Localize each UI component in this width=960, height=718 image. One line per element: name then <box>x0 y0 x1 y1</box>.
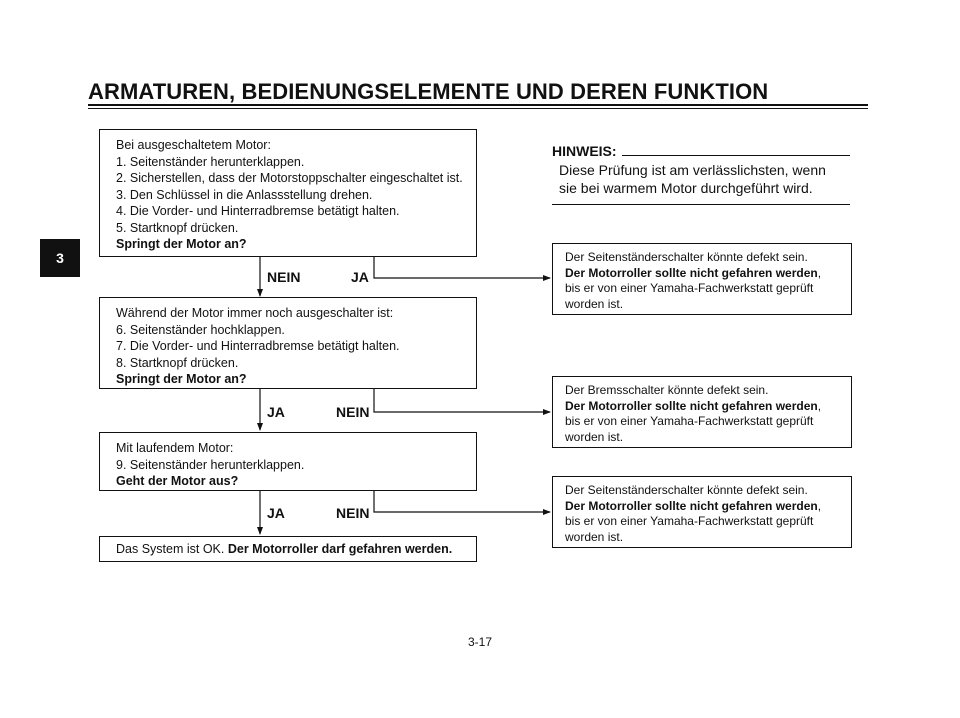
result2-line: worden ist. <box>565 429 624 444</box>
step1-question: Springt der Motor an? <box>116 237 247 251</box>
step2-line: 6. Seitenständer hochklappen. <box>116 322 285 337</box>
step2-line: Während der Motor immer noch ausgeschalter ist: <box>116 306 394 320</box>
step2-line: 8. Startknopf drücken. <box>116 355 239 370</box>
result3-line: worden ist. <box>565 529 624 544</box>
result3-line: bis er von einer Yamaha-Fachwerkstatt geprüft <box>565 514 814 528</box>
note-line: Diese Prüfung ist am verlässlichsten, wenn <box>559 162 826 178</box>
result2-line: Der Bremsschalter könnte defekt sein. <box>565 383 769 397</box>
note-body <box>559 161 826 197</box>
step3-down-label: JA <box>267 505 285 521</box>
final-text: Das System ist OK. <box>116 542 228 556</box>
result1-comma: , <box>817 265 822 280</box>
result1-line: bis er von einer Yamaha-Fachwerkstatt geprüft <box>565 281 814 295</box>
result3-line: Der Seitenständerschalter könnte defekt sein. <box>565 483 808 497</box>
result3-bold: Der Motorroller sollte nicht gefahren werden <box>565 498 818 513</box>
result1-box <box>552 243 852 315</box>
result2-comma: , <box>817 398 822 413</box>
step1-line: 4. Die Vorder- und Hinterradbremse betätigt halten. <box>116 204 400 218</box>
result3-comma: , <box>817 498 822 513</box>
step1-box <box>99 129 477 257</box>
step2-box <box>99 297 477 389</box>
result2-box <box>552 376 852 448</box>
step3-box <box>99 432 477 491</box>
arrow-right-1 <box>374 257 550 278</box>
arrow-right-3 <box>374 491 550 512</box>
result3-box <box>552 476 852 548</box>
step1-line: 2. Sicherstellen, dass der Motorstoppschalter eingeschaltet ist. <box>116 171 463 185</box>
step1-line: 3. Den Schlüssel in die Anlassstellung drehen. <box>116 187 373 202</box>
result2-line: bis er von einer Yamaha-Fachwerkstatt geprüft <box>565 414 814 428</box>
step2-line: 7. Die Vorder- und Hinterradbremse betätigt halten. <box>116 339 400 353</box>
step1-right-label: JA <box>351 269 369 285</box>
note-rule-top <box>622 155 850 156</box>
step3-line: Mit laufendem Motor: <box>116 441 234 455</box>
section-tab: 3 <box>40 239 80 277</box>
step1-line: Bei ausgeschaltetem Motor: <box>116 138 271 152</box>
result2-bold: Der Motorroller sollte nicht gefahren werden <box>565 398 818 413</box>
step1-line: 1. Seitenständer herunterklappen. <box>116 154 305 169</box>
note-heading: HINWEIS: <box>552 143 617 159</box>
step3-right-label: NEIN <box>336 505 370 521</box>
step2-question: Springt der Motor an? <box>116 372 247 386</box>
step1-down-label: NEIN <box>267 269 301 285</box>
step3-question: Geht der Motor aus? <box>116 474 239 488</box>
result1-bold: Der Motorroller sollte nicht gefahren werden <box>565 265 818 280</box>
page-number: 3-17 <box>467 635 493 649</box>
result1-line: worden ist. <box>565 296 624 311</box>
step3-line: 9. Seitenständer herunterklappen. <box>116 457 305 472</box>
arrow-right-2 <box>374 389 550 412</box>
final-box <box>99 536 477 562</box>
step2-right-label: NEIN <box>336 404 370 420</box>
final-bold-text: Der Motorroller darf gefahren werden. <box>227 542 453 556</box>
note-line: sie bei warmem Motor durchgeführt wird. <box>559 180 813 196</box>
step1-line: 5. Startknopf drücken. <box>116 220 239 235</box>
result1-line: Der Seitenständerschalter könnte defekt sein. <box>565 250 808 264</box>
step2-down-label: JA <box>267 404 285 420</box>
note-rule-bottom <box>552 204 850 205</box>
page-title: ARMATUREN, BEDIENUNGSELEMENTE UND DEREN FUNKTION <box>88 79 769 104</box>
